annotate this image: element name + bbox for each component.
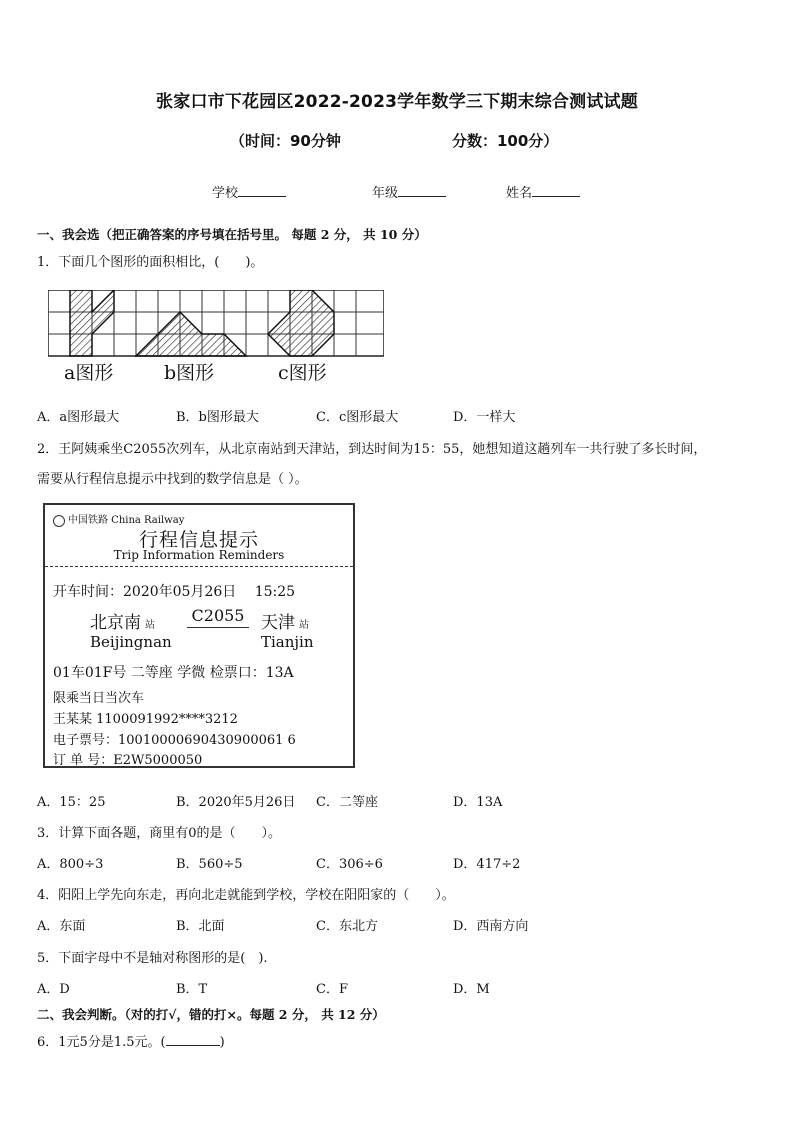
exam-time: （时间：90分钟 xyxy=(230,132,341,150)
school-label: 学校 xyxy=(212,186,239,201)
q5-option-b[interactable]: B．T xyxy=(176,982,208,997)
q3-option-c[interactable]: C．306÷6 xyxy=(316,857,383,872)
q5-text: 5．下面字母中不是轴对称图形的是( ). xyxy=(37,951,268,966)
q2-option-b[interactable]: B．2020年5月26日 xyxy=(176,795,296,810)
school-blank[interactable] xyxy=(238,184,286,197)
q2-text-line1: 2．王阿姨乘坐C2055次列车，从北京南站到天津站，到达时间为15：55，她想知道这趟列车一共行驶了多长时间， xyxy=(37,442,707,457)
q4-option-a[interactable]: A．东面 xyxy=(37,919,86,934)
ticket-to-station: 天津 站 xyxy=(261,613,309,633)
ticket-eticket-number: 电子票号：10010000690430900061 6 xyxy=(53,733,296,748)
q4-text: 4．阳阳上学先向东走，再向北走就能到学校，学校在阳阳家的（ ）。 xyxy=(37,888,455,903)
q2-text-line2: 需要从行程信息提示中找到的数学信息是（ ）。 xyxy=(37,472,308,487)
q4-option-c[interactable]: C．东北方 xyxy=(316,919,378,934)
q4-option-b[interactable]: B．北面 xyxy=(176,919,225,934)
section1-heading: 一、我会选（把正确答案的序号填在括号里。 每题 2 分， 共 10 分） xyxy=(37,227,427,242)
school-field xyxy=(212,182,286,201)
page-title: 张家口市下花园区2022-2023学年数学三下期末综合测试试题 xyxy=(156,92,638,112)
name-blank[interactable] xyxy=(532,184,580,197)
q1-option-d[interactable]: D．一样大 xyxy=(453,410,516,425)
q6-line xyxy=(37,1031,225,1050)
q6-text: 6．1元5分是1.5元。( xyxy=(37,1035,166,1050)
q3-option-b[interactable]: B．560÷5 xyxy=(176,857,243,872)
q4-option-d[interactable]: D．西南方向 xyxy=(453,919,529,934)
q1-option-b[interactable]: B．b图形最大 xyxy=(176,410,259,425)
q1-option-c[interactable]: C．c图形最大 xyxy=(316,410,399,425)
ticket-title-en: Trip Information Reminders xyxy=(113,548,285,562)
q1-option-a[interactable]: A．a图形最大 xyxy=(37,410,120,425)
q6-answer-blank[interactable] xyxy=(166,1033,220,1046)
q2-option-d[interactable]: D．13A xyxy=(453,795,503,810)
exam-score: 分数：100分） xyxy=(452,132,559,150)
q1-text: 1．下面几个图形的面积相比，( )。 xyxy=(37,255,264,270)
trip-ticket xyxy=(43,503,355,768)
grade-blank[interactable] xyxy=(398,184,446,197)
ticket-passenger: 王某某 1100091992****3212 xyxy=(53,712,238,727)
grade-field xyxy=(372,182,446,201)
q5-option-c[interactable]: C．F xyxy=(316,982,348,997)
ticket-to-en: Tianjin xyxy=(261,633,314,651)
ticket-title-cn: 行程信息提示 xyxy=(138,529,259,551)
fig-label-c: c图形 xyxy=(278,362,327,384)
q5-option-a[interactable]: A．D xyxy=(37,982,70,997)
ticket-order-number: 订 单 号：E2W5000050 xyxy=(53,753,203,768)
name-field xyxy=(506,182,580,201)
q1-grid-figure xyxy=(48,290,384,358)
ticket-depart-time: 开车时间：2020年05月26日 15:25 xyxy=(53,584,296,600)
fig-label-a: a图形 xyxy=(64,362,114,384)
ticket-from-station: 北京南 站 xyxy=(90,613,155,633)
name-label: 姓名 xyxy=(506,186,533,201)
q3-text: 3．计算下面各题，商里有0的是（ ）。 xyxy=(37,826,282,841)
q3-option-a[interactable]: A．800÷3 xyxy=(37,857,104,872)
q6-close-paren: ) xyxy=(219,1035,225,1050)
section2-heading: 二、我会判断。（对的打√，错的打×。每题 2 分， 共 12 分） xyxy=(37,1007,385,1022)
q5-option-d[interactable]: D．M xyxy=(453,982,490,997)
ticket-from-en: Beijingnan xyxy=(90,633,172,651)
ticket-divider xyxy=(45,566,353,567)
ticket-seat-info: 01车01F号 二等座 学微 检票口：13A xyxy=(53,665,294,681)
grade-label: 年级 xyxy=(372,186,399,201)
ticket-train-number: C2055 xyxy=(187,606,249,628)
fig-label-b: b图形 xyxy=(164,362,215,384)
q2-option-a[interactable]: A．15：25 xyxy=(37,795,106,810)
q3-option-d[interactable]: D．417÷2 xyxy=(453,857,521,872)
ticket-note: 限乘当日当次车 xyxy=(53,691,145,706)
ticket-brand: 中国铁路 China Railway xyxy=(53,511,184,527)
q2-option-c[interactable]: C．二等座 xyxy=(316,795,378,810)
